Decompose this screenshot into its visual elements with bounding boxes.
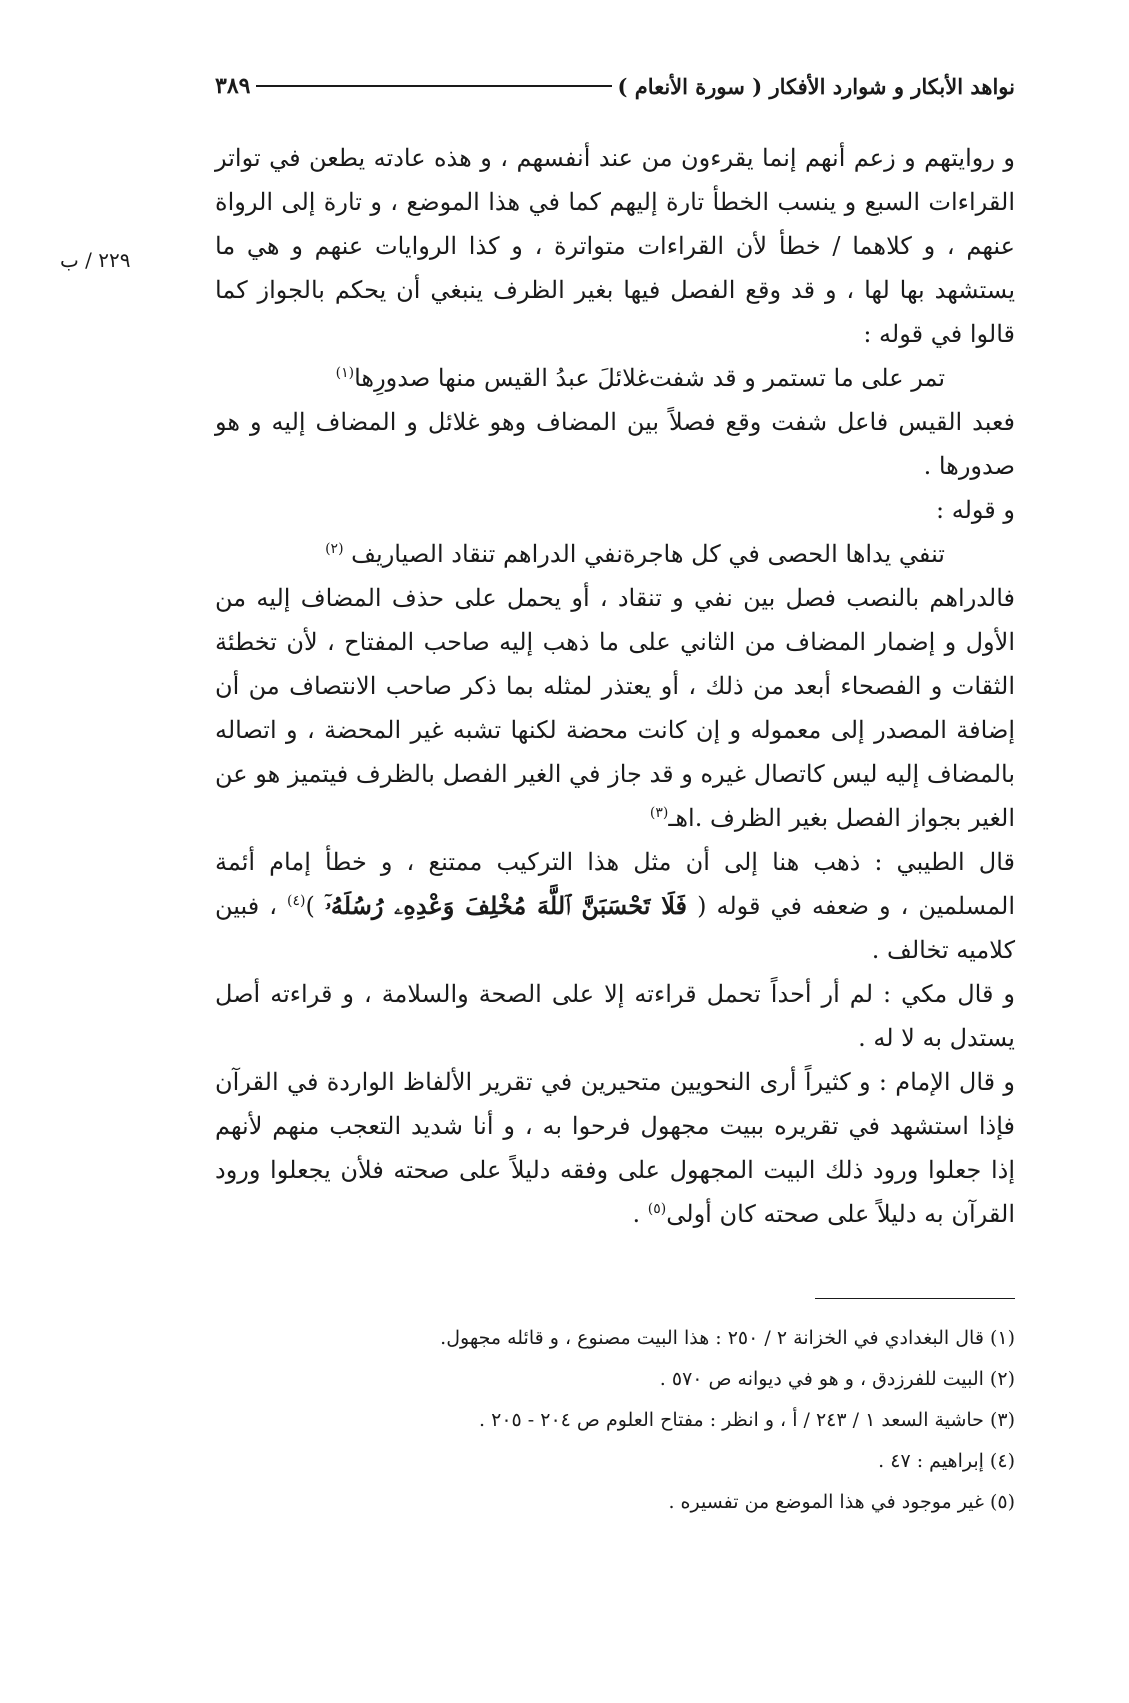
footnote-ref-4: (٤) <box>287 893 306 909</box>
running-header <box>215 66 1015 106</box>
paragraph-4-text: فالدراهم بالنصب فصل بين نفي و تنقاد ، أو يحمل على حذف المضاف إليه من الأول و إضمار المضاف من الثاني على ما ذهب إليه صاحب المفتاح ، لأن تخطئة الثقات و الفصحاء أبعد من ذلك ، أو يعتذر لمثله بما ذكر صاحب الانتصاف من أن إضافة المصدر إلى معموله و إن كانت محضة لكنها تشبه غير المحضة ، و اتصاله بالمضاف إليه ليس كاتصال غيره و قد جاز في الغير الفصل بالظرف فيتميز هو عن الغير بجواز الفصل بغير الظرف .اهـ <box>215 584 1016 832</box>
paragraph-7-text: و قال الإمام : و كثيراً أرى النحويين متحيرين في تقرير الألفاظ الواردة في القرآن فإذا استشهد في تقريره ببيت مجهول فرحوا به ، و أنا شديد التعجب منهم لأنهم إذا جعلوا ورود ذلك البيت المجهول على وفقه دليلاً على صحته فلأن يجعلوا ورود القرآن به دليلاً على صحته كان أولى <box>215 1068 1015 1228</box>
verse-1-second-text: غلائلَ عبدُ القيس منها صدورِها <box>354 364 650 392</box>
footnote-ref-5: (٥) <box>647 1201 667 1217</box>
footnote-4: (٤) إبراهيم : ٤٧ . <box>878 1450 1015 1472</box>
paragraph-5-text: قال الطيبي : ذهب هنا إلى أن مثل هذا التركيب ممتنع ، و خطأ إمام أئمة المسلمين ، و ضعفه في قوله ( <box>215 848 1015 920</box>
footnote-ref-1: (١) <box>335 365 355 381</box>
paragraph-5-end: ، فبين كلاميه تخالف . <box>215 892 1015 964</box>
main-text <box>215 136 1015 1236</box>
verse-1 <box>215 356 1015 400</box>
verse-2-first-hemistich: تنفي يداها الحصى في كل هاجرة <box>622 540 945 568</box>
verse-2-second-text: نفي الدراهم تنقاد الصياريف <box>351 540 623 568</box>
header-title: نواهد الأبكار و شوارد الأفكار ( سورة الأنعام ) <box>617 73 1015 99</box>
footnote-5: (٥) غير موجود في هذا الموضع من تفسيره . <box>668 1491 1015 1513</box>
header-rule <box>256 85 611 87</box>
paragraph-7-end: . <box>632 1200 648 1228</box>
verse-2 <box>215 532 1015 576</box>
verse-1-first-hemistich: تمر على ما تستمر و قد شفت <box>649 364 945 392</box>
paragraph-4 <box>215 576 1015 840</box>
page-number: ٣٨٩ <box>215 73 251 99</box>
footnote-2: (٢) البيت للفرزدق ، و هو في ديوانه ص ٥٧٠ . <box>659 1368 1015 1390</box>
footnotes <box>215 1318 1015 1523</box>
margin-folio-note: ٢٢٩ / ب <box>60 248 131 272</box>
footnote-ref-3: (٣) <box>649 805 669 821</box>
footnote-separator <box>815 1298 1015 1299</box>
verse-1-second-hemistich <box>336 356 649 400</box>
paragraph-7 <box>215 1060 1015 1236</box>
paragraph-1: و روايتهم و زعم أنهم إنما يقرءون من عند أنفسهم ، و هذه عادته يطعن في تواتر القراءات السبع و ينسب الخطأ تارة إليهم كما في هذا الموضع ، و تارة إلى الرواة عنهم ، و كلاهما / خطأ لأن القراءات متواترة ، و كذا الروايات عنهم و هي ما يستشهد بها لها ، و قد وقع الفصل فيها بغير الظرف ينبغي أن يحكم بالجواز كما قالوا في قوله : <box>215 144 1015 348</box>
paragraph-5-close: ) <box>305 892 315 920</box>
footnote-3: (٣) حاشية السعد ١ / ٢٤٣ / أ ، و انظر : مفتاح العلوم ص ٢٠٤ - ٢٠٥ . <box>479 1409 1015 1431</box>
verse-2-second-hemistich <box>325 532 623 576</box>
footnote-ref-2: (٢) <box>325 541 344 557</box>
paragraph-2: فعبد القيس فاعل شفت وقع فصلاً بين المضاف وهو غلائل و المضاف إليه و هو صدورها . <box>215 408 1015 480</box>
paragraph-3: و قوله : <box>936 496 1015 524</box>
footnote-1: (١) قال البغدادي في الخزانة ٢ / ٢٥٠ : هذا البيت مصنوع ، و قائله مجهول. <box>440 1327 1015 1349</box>
quran-verse: فَلَا تَحْسَبَنَّ ٱللَّهَ مُخْلِفَ وَعْدِهِۦ رُسُلَهُۥٓ <box>324 891 688 920</box>
paragraph-5 <box>215 840 1015 972</box>
paragraph-6: و قال مكي : لم أر أحداً تحمل قراءته إلا على الصحة والسلامة ، و قراءته أصل يستدل به لا له . <box>215 980 1015 1052</box>
